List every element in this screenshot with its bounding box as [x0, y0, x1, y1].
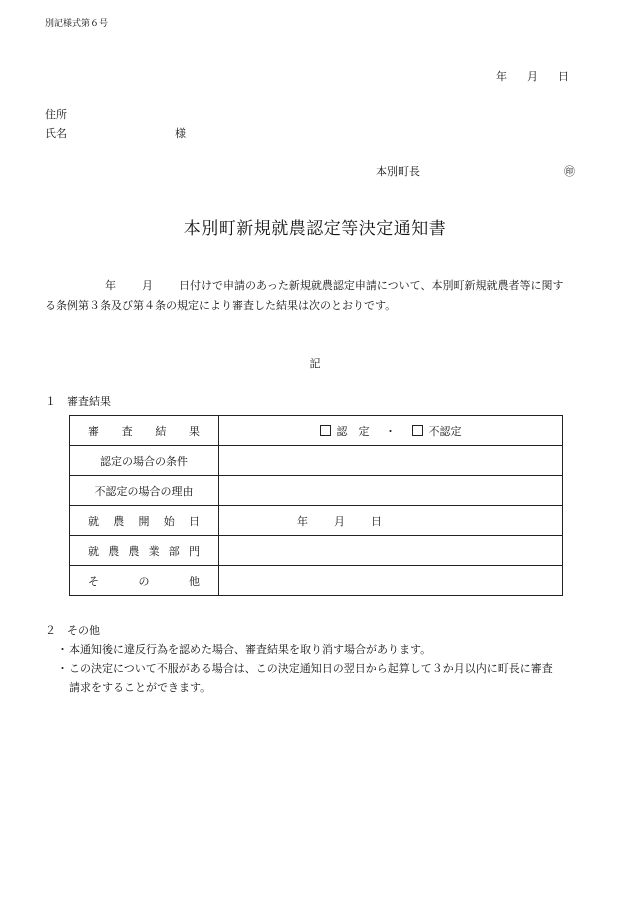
document-title: 本別町新規就農認定等決定通知書 — [183, 219, 447, 239]
label-char: 部 — [168, 544, 180, 558]
address-label: 住所 — [45, 108, 67, 121]
label-char: 開 — [138, 514, 150, 528]
reason-value-cell[interactable] — [219, 476, 563, 506]
conditions-value-cell[interactable] — [219, 446, 563, 476]
bullet: ・ — [57, 643, 68, 656]
start-date-value-cell[interactable] — [219, 506, 563, 536]
date-month: 月 — [527, 70, 538, 83]
label-char: 業 — [148, 544, 160, 558]
note-text: 本通知後に違反行為を認めた場合、審査結果を取り消す場合があります。 — [69, 643, 432, 656]
row-label-reason: 不認定の場合の理由 — [70, 476, 219, 506]
label-char: 結 — [155, 424, 167, 438]
table-row — [70, 476, 563, 506]
date-year: 年 — [496, 70, 507, 83]
choice-separator: ・ — [385, 424, 396, 438]
body-year: 年 — [105, 279, 116, 292]
sender-title: 本別町長 — [376, 165, 420, 178]
table-row — [70, 446, 563, 476]
other-value-cell[interactable] — [219, 566, 563, 596]
start-date-day: 日 — [371, 514, 382, 528]
label-char: 審 — [88, 424, 99, 438]
seal-mark: ㊞ — [564, 165, 575, 178]
reject-checkbox[interactable] — [412, 425, 423, 436]
body-line1: 日付けで申請のあった新規就農認定申請について、本別町新規就農者等に関す — [179, 279, 564, 292]
ki-heading: 記 — [309, 357, 321, 370]
section-1-heading — [45, 393, 111, 409]
label-char: そ — [88, 574, 99, 588]
reject-label: 不認定 — [428, 424, 462, 438]
table-row — [70, 506, 563, 536]
start-date-month: 月 — [334, 514, 345, 528]
table-row — [70, 566, 563, 596]
label-char: 農 — [108, 544, 120, 558]
label-char: 日 — [189, 514, 200, 528]
note-text-continued: 請求をすることができます。 — [69, 681, 212, 694]
body-month: 月 — [142, 279, 153, 292]
approve-checkbox[interactable] — [320, 425, 331, 436]
label-char: 果 — [188, 424, 200, 438]
body-line2: る条例第３条及び第４条の規定により審査した結果は次のとおりです。 — [45, 299, 397, 312]
table-row — [70, 416, 563, 446]
honorific: 様 — [175, 127, 186, 140]
section-1-title: 審査結果 — [67, 395, 111, 408]
approve-label: 認 定 — [336, 424, 370, 438]
label-char: 査 — [121, 424, 133, 438]
label-char: の — [138, 574, 150, 588]
date-day: 日 — [558, 70, 569, 83]
table-row — [70, 536, 563, 566]
section-2-number: ２ — [45, 624, 56, 637]
label-char: 農 — [113, 514, 125, 528]
row-label-conditions: 認定の場合の条件 — [70, 446, 219, 476]
note-item — [57, 659, 592, 697]
row-label-farming-sector — [70, 536, 219, 566]
section-1-number: １ — [45, 395, 56, 408]
label-char: 他 — [189, 574, 200, 588]
issue-date — [496, 68, 569, 84]
row-label-other — [70, 566, 219, 596]
label-char: 就 — [88, 514, 99, 528]
label-char: 始 — [163, 514, 175, 528]
label-char: 就 — [88, 544, 99, 558]
row-label-result — [70, 416, 219, 446]
name-label: 氏名 — [45, 127, 67, 140]
label-char: 門 — [188, 544, 200, 558]
note-text: この決定について不服がある場合は、この決定通知日の翌日から起算して３か月以内に町長に審査 — [69, 662, 553, 675]
note-item — [57, 640, 592, 659]
result-choice-cell — [219, 416, 563, 446]
label-char: 農 — [128, 544, 140, 558]
farming-sector-value-cell[interactable] — [219, 536, 563, 566]
section-2-heading — [45, 622, 100, 638]
result-table — [69, 415, 563, 596]
body-paragraph — [45, 276, 590, 316]
bullet: ・ — [57, 662, 68, 675]
section-2-title: その他 — [67, 624, 100, 637]
start-date-year: 年 — [297, 514, 308, 528]
form-number: 別記様式第６号 — [45, 19, 109, 29]
row-label-start-date — [70, 506, 219, 536]
